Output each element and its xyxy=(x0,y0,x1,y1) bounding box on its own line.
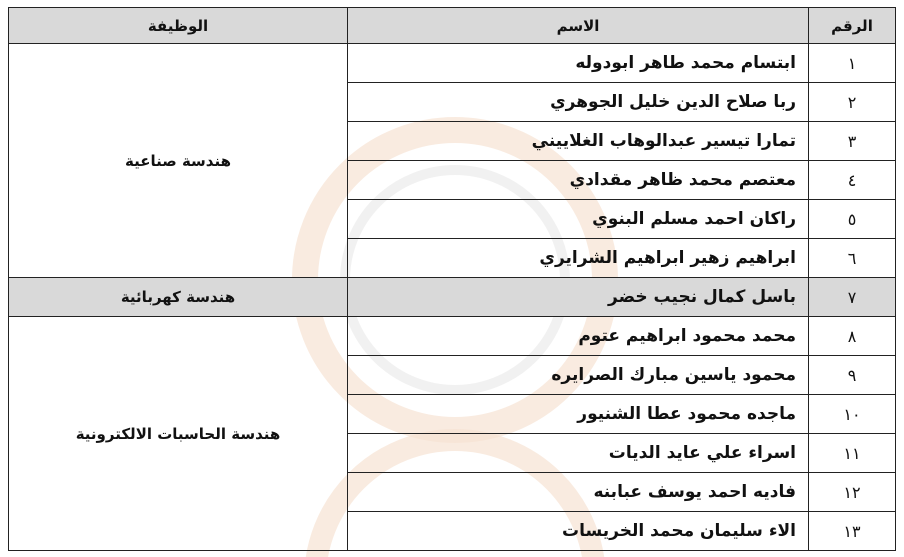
row-number: ٥ xyxy=(809,200,896,239)
row-name: ربا صلاح الدين خليل الجوهري xyxy=(348,83,809,122)
row-name: تمارا تيسير عبدالوهاب الغلاييني xyxy=(348,122,809,161)
row-name: معتصم محمد ظاهر مقدادي xyxy=(348,161,809,200)
header-row xyxy=(9,8,896,44)
row-number: ٤ xyxy=(809,161,896,200)
row-number: ٢ xyxy=(809,83,896,122)
row-number: ٨ xyxy=(809,317,896,356)
row-number: ٧ xyxy=(809,278,896,317)
column-header-job: الوظيفة xyxy=(9,8,348,44)
row-name: ماجده محمود عطا الشنيور xyxy=(348,395,809,434)
staff-table xyxy=(8,7,896,551)
row-number: ١١ xyxy=(809,434,896,473)
row-name: باسل كمال نجيب خضر xyxy=(348,278,809,317)
row-number: ١٠ xyxy=(809,395,896,434)
row-name: راكان احمد مسلم البنوي xyxy=(348,200,809,239)
row-name: محمد محمود ابراهيم عتوم xyxy=(348,317,809,356)
row-name: محمود ياسين مبارك الصرايره xyxy=(348,356,809,395)
row-name: ابتسام محمد طاهر ابودوله xyxy=(348,44,809,83)
table-row xyxy=(9,278,896,317)
table-row xyxy=(9,317,896,356)
column-header-number: الرقم xyxy=(809,8,896,44)
row-number: ١٣ xyxy=(809,512,896,551)
table-row xyxy=(9,44,896,83)
job-cell: هندسة كهربائية xyxy=(9,278,348,317)
row-name: فاديه احمد يوسف عبابنه xyxy=(348,473,809,512)
row-number: ٩ xyxy=(809,356,896,395)
row-name: الاء سليمان محمد الخريسات xyxy=(348,512,809,551)
row-number: ٦ xyxy=(809,239,896,278)
row-name: اسراء علي عايد الديات xyxy=(348,434,809,473)
row-number: ٣ xyxy=(809,122,896,161)
row-number: ١٢ xyxy=(809,473,896,512)
job-cell: هندسة الحاسبات الالكترونية xyxy=(9,317,348,551)
job-cell: هندسة صناعية xyxy=(9,44,348,278)
column-header-name: الاسم xyxy=(348,8,809,44)
row-name: ابراهيم زهير ابراهيم الشرايري xyxy=(348,239,809,278)
row-number: ١ xyxy=(809,44,896,83)
